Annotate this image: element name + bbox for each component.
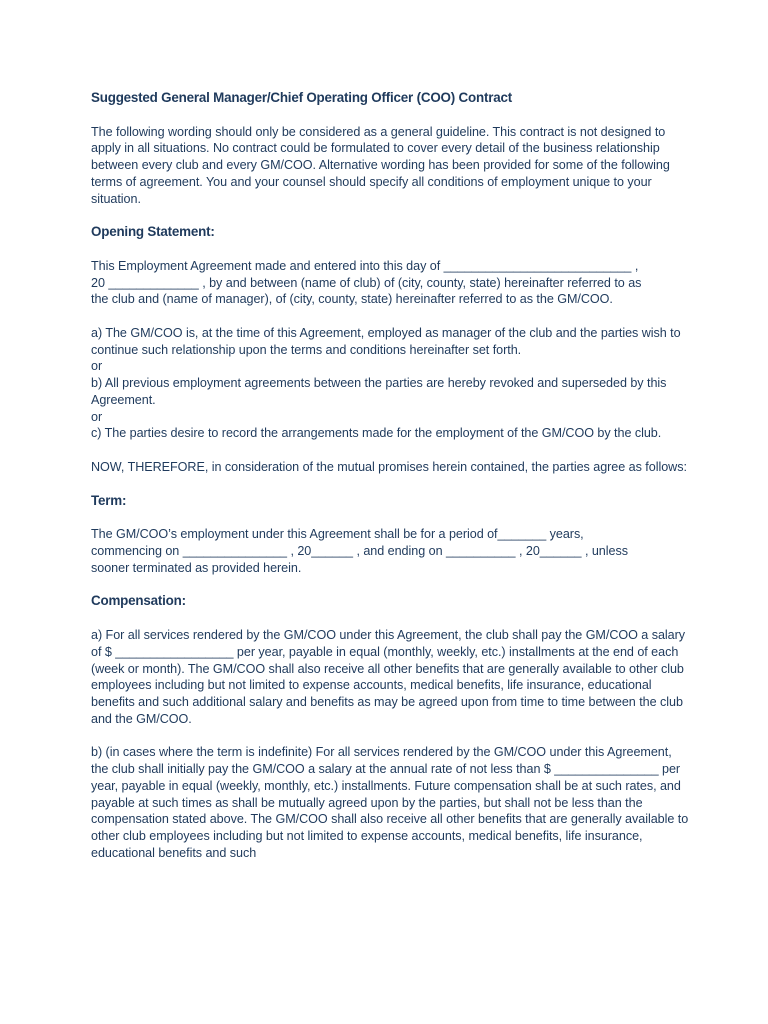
option-b-paragraph: b) All previous employment agreements between the parties are hereby revoked and superseded by this Agreement.: [91, 376, 667, 407]
intro-paragraph: The following wording should only be considered as a general guideline. This contract is not designed to apply in all situations. No contract could be formulated to cover every detail of the business relationship between every club and every GM/COO. Alternative wording has been provided for some of the following terms of agreement. You and your counsel should specify all conditions of employment unique to your situation.: [91, 124, 670, 206]
or-separator-2: or: [91, 409, 103, 424]
document-title: Suggested General Manager/Chief Operating Officer (COO) Contract: [91, 90, 512, 105]
opening-paragraph: [91, 258, 691, 308]
document-page: [91, 90, 691, 878]
opening-statement-heading: Opening Statement:: [91, 224, 215, 240]
option-c-paragraph: c) The parties desire to record the arrangements made for the employment of the GM/COO by the club.: [91, 426, 662, 441]
opening-line-1: This Employment Agreement made and entered into this day of ___________________________ ,: [91, 258, 639, 273]
or-separator-1: or: [91, 359, 103, 374]
compensation-paragraph-b: b) (in cases where the term is indefinite) For all services rendered by the GM/COO under this Agreement, the club shall initially pay the GM/COO a salary at the annual rate of not less than $ _______________ per year, payable in equal (weekly, monthly, etc.) installments. Future compensation shall be at such rates, and payable at such times as shall be mutually agreed upon by the parties, but shall not be less than the compensation stated above. The GM/COO shall also receive all other benefits that are generally available to other club employees including but not limited to expense accounts, medical benefits, life insurance, educational benefits and such: [91, 745, 689, 860]
term-paragraph: [91, 526, 691, 576]
term-line-1: The GM/COO’s employment under this Agreement shall be for a period of_______ years,: [91, 527, 584, 542]
compensation-heading: Compensation:: [91, 593, 186, 609]
now-therefore-paragraph: NOW, THEREFORE, in consideration of the mutual promises herein contained, the parties agree as follows:: [91, 459, 687, 474]
option-a-paragraph: a) The GM/COO is, at the time of this Agreement, employed as manager of the club and the parties wish to continue such relationship upon the terms and conditions hereinafter set forth.: [91, 326, 681, 357]
term-heading: Term:: [91, 492, 127, 508]
term-line-2: commencing on _______________ , 20______ , and ending on __________ , 20______ , unless: [91, 544, 628, 559]
compensation-paragraph-a: a) For all services rendered by the GM/COO under this Agreement, the club shall pay the GM/COO a salary of $ _________________ per year, payable in equal (monthly, weekly, etc.) installments at the end of each (week or month). The GM/COO shall also receive all other benefits that are generally available to other club employees including but not limited to expense accounts, medical benefits, life insurance, educational benefits and such additional salary and benefits as may be agreed upon from time to time between the club and the GM/COO.: [91, 628, 686, 726]
opening-line-3: the club and (name of manager), of (city, county, state) hereinafter referred to as the GM/COO.: [91, 292, 613, 307]
opening-line-2: 20 _____________ , by and between (name of club) of (city, county, state) hereinafter referred to as: [91, 275, 642, 290]
term-line-3: sooner terminated as provided herein.: [91, 560, 302, 575]
